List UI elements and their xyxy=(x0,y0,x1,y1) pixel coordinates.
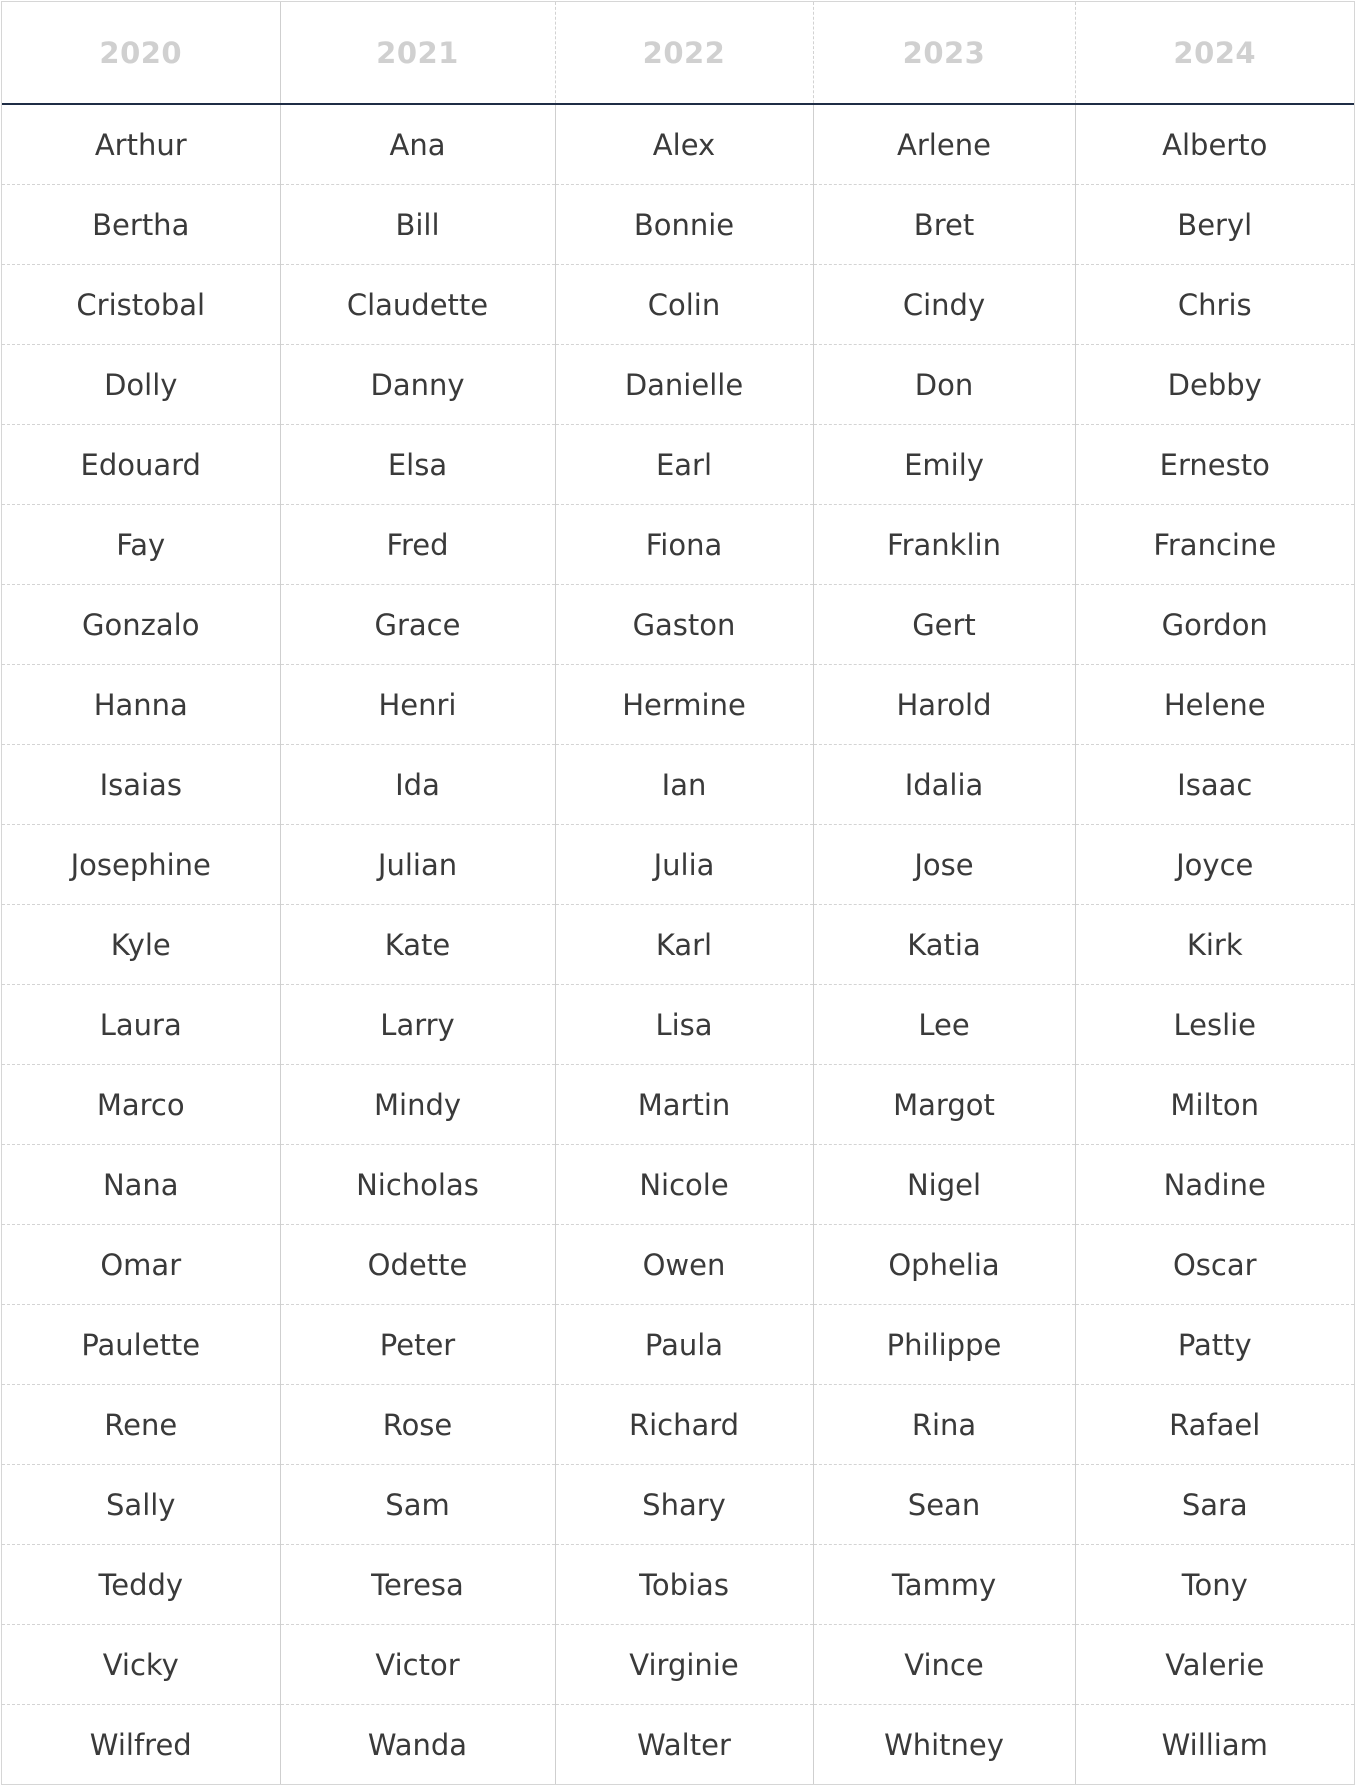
table-cell: Alberto xyxy=(1075,104,1354,185)
table-cell: Hermine xyxy=(555,665,813,745)
table-cell: Claudette xyxy=(280,265,555,345)
table-cell: Laura xyxy=(2,985,280,1065)
table-row xyxy=(2,665,1354,745)
table-cell: Earl xyxy=(555,425,813,505)
table-cell: Colin xyxy=(555,265,813,345)
table-cell: Alex xyxy=(555,104,813,185)
table-cell: Marco xyxy=(2,1065,280,1145)
table-cell: Rose xyxy=(280,1385,555,1465)
table-row xyxy=(2,1625,1354,1705)
table-cell: Gaston xyxy=(555,585,813,665)
names-table xyxy=(2,2,1354,1784)
column-header-2024: 2024 xyxy=(1075,2,1354,104)
table-cell: Vince xyxy=(813,1625,1075,1705)
table-cell: Katia xyxy=(813,905,1075,985)
table-cell: Karl xyxy=(555,905,813,985)
table-cell: Walter xyxy=(555,1705,813,1785)
table-cell: Harold xyxy=(813,665,1075,745)
table-cell: Arthur xyxy=(2,104,280,185)
table-cell: Omar xyxy=(2,1225,280,1305)
table-cell: Kirk xyxy=(1075,905,1354,985)
table-cell: Ida xyxy=(280,745,555,825)
table-cell: Grace xyxy=(280,585,555,665)
table-row xyxy=(2,585,1354,665)
table-cell: Francine xyxy=(1075,505,1354,585)
table-cell: Fiona xyxy=(555,505,813,585)
column-header-2022: 2022 xyxy=(555,2,813,104)
table-cell: Owen xyxy=(555,1225,813,1305)
table-cell: Cristobal xyxy=(2,265,280,345)
table-cell: Lee xyxy=(813,985,1075,1065)
table-cell: Bret xyxy=(813,185,1075,265)
table-cell: Gordon xyxy=(1075,585,1354,665)
column-header-2020: 2020 xyxy=(2,2,280,104)
table-cell: Tammy xyxy=(813,1545,1075,1625)
table-cell: Sam xyxy=(280,1465,555,1545)
table-row xyxy=(2,1305,1354,1385)
table-body xyxy=(2,104,1354,1784)
table-cell: Danny xyxy=(280,345,555,425)
table-cell: Kyle xyxy=(2,905,280,985)
table-row xyxy=(2,745,1354,825)
table-cell: Wilfred xyxy=(2,1705,280,1785)
table-cell: Philippe xyxy=(813,1305,1075,1385)
table-cell: Sara xyxy=(1075,1465,1354,1545)
table-cell: Paulette xyxy=(2,1305,280,1385)
table-row xyxy=(2,1385,1354,1465)
table-cell: Larry xyxy=(280,985,555,1065)
table-cell: Dolly xyxy=(2,345,280,425)
table-cell: Bertha xyxy=(2,185,280,265)
table-cell: Nadine xyxy=(1075,1145,1354,1225)
table-cell: Danielle xyxy=(555,345,813,425)
table-cell: Wanda xyxy=(280,1705,555,1785)
table-cell: Chris xyxy=(1075,265,1354,345)
table-row xyxy=(2,345,1354,425)
table-cell: Ernesto xyxy=(1075,425,1354,505)
table-cell: Nicholas xyxy=(280,1145,555,1225)
table-row xyxy=(2,185,1354,265)
table-cell: Peter xyxy=(280,1305,555,1385)
table-cell: Debby xyxy=(1075,345,1354,425)
table-cell: Idalia xyxy=(813,745,1075,825)
table-cell: Henri xyxy=(280,665,555,745)
table-cell: Julia xyxy=(555,825,813,905)
table-cell: Isaias xyxy=(2,745,280,825)
table-cell: Whitney xyxy=(813,1705,1075,1785)
table-row xyxy=(2,425,1354,505)
table-cell: Richard xyxy=(555,1385,813,1465)
table-row xyxy=(2,1465,1354,1545)
table-header xyxy=(2,2,1354,104)
table-cell: Kate xyxy=(280,905,555,985)
table-cell: Tony xyxy=(1075,1545,1354,1625)
table-row xyxy=(2,1545,1354,1625)
table-cell: Nicole xyxy=(555,1145,813,1225)
table-cell: Rene xyxy=(2,1385,280,1465)
table-cell: Ana xyxy=(280,104,555,185)
table-cell: Martin xyxy=(555,1065,813,1145)
table-cell: William xyxy=(1161,1727,1268,1762)
table-row xyxy=(2,1705,1354,1785)
table-cell: Sean xyxy=(813,1465,1075,1545)
table-cell: Mindy xyxy=(280,1065,555,1145)
table-cell: Joyce xyxy=(1075,825,1354,905)
table-cell: Elsa xyxy=(280,425,555,505)
table-row xyxy=(2,1145,1354,1225)
table-row xyxy=(2,104,1354,185)
table-cell: Lisa xyxy=(555,985,813,1065)
table-cell: Sally xyxy=(2,1465,280,1545)
table-row xyxy=(2,825,1354,905)
table-cell: Josephine xyxy=(2,825,280,905)
table-cell: Beryl xyxy=(1075,185,1354,265)
table-cell: Gonzalo xyxy=(2,585,280,665)
table-cell: Paula xyxy=(555,1305,813,1385)
table-cell: Edouard xyxy=(2,425,280,505)
table-row xyxy=(2,905,1354,985)
table-row xyxy=(2,985,1354,1065)
table-cell: Milton xyxy=(1075,1065,1354,1145)
table-cell: Jose xyxy=(813,825,1075,905)
header-row xyxy=(2,2,1354,104)
table-cell: Don xyxy=(813,345,1075,425)
table-cell: Rina xyxy=(813,1385,1075,1465)
table-cell: Cindy xyxy=(813,265,1075,345)
table-cell: Nana xyxy=(2,1145,280,1225)
table-cell: Emily xyxy=(813,425,1075,505)
table-cell: Arlene xyxy=(813,104,1075,185)
table-cell: Patty xyxy=(1075,1305,1354,1385)
table-cell: Franklin xyxy=(813,505,1075,585)
table-cell: Helene xyxy=(1075,665,1354,745)
table-row xyxy=(2,1065,1354,1145)
table-cell: Odette xyxy=(280,1225,555,1305)
table-cell: Vicky xyxy=(2,1625,280,1705)
table-cell: Virginie xyxy=(555,1625,813,1705)
column-header-2021: 2021 xyxy=(280,2,555,104)
table-row xyxy=(2,265,1354,345)
table-cell: Tobias xyxy=(555,1545,813,1625)
table-cell: Isaac xyxy=(1075,745,1354,825)
table-cell: Leslie xyxy=(1075,985,1354,1065)
table-cell: Fred xyxy=(280,505,555,585)
table-cell: Victor xyxy=(280,1625,555,1705)
table-cell: Valerie xyxy=(1075,1625,1354,1705)
names-table-container xyxy=(1,1,1355,1785)
table-cell: Bill xyxy=(280,185,555,265)
table-cell: Fay xyxy=(2,505,280,585)
table-cell: Ian xyxy=(555,745,813,825)
table-cell: Margot xyxy=(813,1065,1075,1145)
table-cell: Teresa xyxy=(280,1545,555,1625)
table-cell: Shary xyxy=(555,1465,813,1545)
table-cell: Teddy xyxy=(2,1545,280,1625)
table-row xyxy=(2,1225,1354,1305)
table-cell: Nigel xyxy=(813,1145,1075,1225)
table-cell: Hanna xyxy=(2,665,280,745)
column-header-2023: 2023 xyxy=(813,2,1075,104)
table-cell: Gert xyxy=(813,585,1075,665)
table-cell: Rafael xyxy=(1075,1385,1354,1465)
table-cell: Ophelia xyxy=(813,1225,1075,1305)
table-cell: Oscar xyxy=(1075,1225,1354,1305)
table-cell: Julian xyxy=(280,825,555,905)
table-cell: Bonnie xyxy=(555,185,813,265)
table-row xyxy=(2,505,1354,585)
